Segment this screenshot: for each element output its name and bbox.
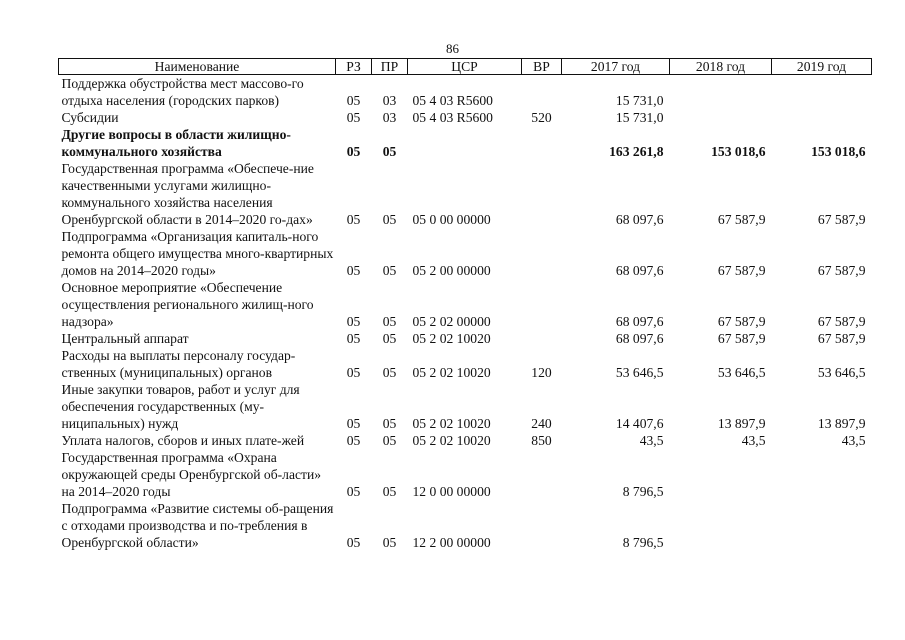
cell-vr: 120	[531, 365, 552, 380]
cell-rz: 05	[346, 212, 361, 227]
cell-name: Государственная программа «Обеспече-ние качественными услугами жилищно-коммунального хозяйства населения Оренбургской области в 2014–2020 го-дах»	[61, 161, 314, 227]
cell-2018	[670, 449, 772, 500]
cell-vr	[522, 330, 562, 347]
cell-pr: 05	[382, 212, 397, 227]
cell-name: Иные закупки товаров, работ и услуг для обеспечения государственных (му-ниципальных) нужд	[61, 382, 300, 431]
cell-csr	[408, 126, 522, 160]
cell-pr: 05	[382, 314, 397, 329]
cell-pr: 05	[382, 144, 397, 159]
cell-rz: 05	[346, 416, 361, 431]
cell-csr: 05 2 02 10020	[412, 433, 491, 448]
cell-name: Уплата налогов, сборов и иных плате-жей	[61, 433, 305, 448]
table-body	[59, 75, 872, 552]
table-row	[59, 75, 872, 110]
cell-rz: 05	[346, 535, 361, 550]
header-csr: ЦСР	[408, 59, 522, 75]
cell-csr: 05 2 00 00000	[412, 263, 491, 278]
cell-rz: 05	[346, 365, 361, 380]
cell-vr: 850	[531, 433, 552, 448]
cell-name: Субсидии	[61, 110, 119, 125]
cell-2019: 67 587,9	[817, 263, 866, 278]
cell-vr	[522, 126, 562, 160]
cell-2017: 14 407,6	[615, 416, 664, 431]
table-row	[59, 347, 872, 381]
cell-pr: 05	[382, 416, 397, 431]
cell-2017: 15 731,0	[615, 93, 664, 108]
cell-name: Центральный аппарат	[61, 331, 189, 346]
cell-2018	[670, 75, 772, 110]
cell-csr: 12 2 00 00000	[412, 535, 491, 550]
cell-csr: 05 4 03 R5600	[412, 93, 493, 108]
cell-2017: 8 796,5	[622, 484, 664, 499]
cell-name: Государственная программа «Охрана окружающей среды Оренбургской об-ласти» на 2014–2020 годы	[61, 450, 322, 499]
cell-vr: 520	[531, 110, 552, 125]
cell-name: Подпрограмма «Организация капиталь-ного ремонта общего имущества много-квартирных домов на 2014–2020 годы»	[61, 229, 334, 278]
table-row	[59, 381, 872, 432]
cell-name: Расходы на выплаты персоналу государ-ственных (муниципальных) органов	[61, 348, 296, 380]
cell-2019	[772, 75, 872, 110]
cell-pr: 05	[382, 365, 397, 380]
cell-2019: 43,5	[841, 433, 866, 448]
cell-2019	[772, 449, 872, 500]
header-2017: 2017 год	[562, 59, 670, 75]
page-number: 86	[446, 41, 459, 56]
cell-vr: 240	[531, 416, 552, 431]
cell-csr: 05 2 02 00000	[412, 314, 491, 329]
cell-csr: 05 2 02 10020	[412, 365, 491, 380]
cell-2019: 13 897,9	[817, 416, 866, 431]
cell-pr: 05	[382, 433, 397, 448]
cell-pr: 05	[382, 535, 397, 550]
table-row	[59, 500, 872, 551]
header-pr: ПР	[372, 59, 408, 75]
cell-vr	[522, 449, 562, 500]
cell-2018	[670, 500, 772, 551]
table-row	[59, 109, 872, 126]
table-row	[59, 449, 872, 500]
cell-pr: 03	[382, 110, 397, 125]
header-2018: 2018 год	[670, 59, 772, 75]
cell-2018: 43,5	[741, 433, 766, 448]
cell-2017: 68 097,6	[615, 263, 664, 278]
cell-pr: 05	[382, 484, 397, 499]
cell-2017: 53 646,5	[615, 365, 664, 380]
cell-2018: 67 587,9	[717, 263, 766, 278]
cell-rz: 05	[346, 263, 361, 278]
cell-2018: 13 897,9	[717, 416, 766, 431]
cell-pr: 05	[382, 263, 397, 278]
cell-2019: 67 587,9	[817, 331, 866, 346]
cell-2019: 53 646,5	[817, 365, 866, 380]
cell-vr	[522, 160, 562, 228]
cell-2019: 67 587,9	[817, 212, 866, 227]
header-2019: 2019 год	[772, 59, 872, 75]
cell-vr	[522, 75, 562, 110]
cell-2019: 67 587,9	[817, 314, 866, 329]
header-vr: ВР	[522, 59, 562, 75]
budget-table	[58, 58, 872, 551]
cell-rz: 05	[346, 331, 361, 346]
cell-2019	[772, 109, 872, 126]
cell-2018: 67 587,9	[717, 314, 766, 329]
cell-name: Подпрограмма «Развитие системы об-ращения с отходами производства и по-требления в Оренбургской области»	[61, 501, 334, 550]
cell-pr: 03	[382, 93, 397, 108]
cell-vr	[522, 228, 562, 279]
cell-2018: 153 018,6	[711, 144, 766, 159]
cell-pr: 05	[382, 331, 397, 346]
cell-2018: 53 646,5	[717, 365, 766, 380]
cell-name: Поддержка обустройства мест массово-го отдыха населения (городских парков)	[61, 76, 304, 108]
cell-rz: 05	[346, 433, 361, 448]
cell-2018: 67 587,9	[717, 331, 766, 346]
cell-2017: 68 097,6	[615, 314, 664, 329]
cell-2018	[670, 109, 772, 126]
cell-rz: 05	[346, 314, 361, 329]
header-name: Наименование	[59, 59, 336, 75]
cell-2019: 153 018,6	[811, 144, 866, 159]
cell-2019	[772, 500, 872, 551]
cell-2017: 163 261,8	[609, 144, 664, 159]
cell-csr: 05 0 00 00000	[412, 212, 491, 227]
cell-name: Основное мероприятие «Обеспечение осуществления регионального жилищ-ного надзора»	[61, 280, 314, 329]
cell-2017: 68 097,6	[615, 212, 664, 227]
table-row	[59, 228, 872, 279]
table-row	[59, 279, 872, 330]
cell-rz: 05	[346, 144, 361, 159]
cell-rz: 05	[346, 93, 361, 108]
cell-2017: 15 731,0	[615, 110, 664, 125]
cell-name: Другие вопросы в области жилищно-коммунального хозяйства	[61, 127, 291, 159]
cell-2017: 43,5	[639, 433, 664, 448]
cell-2017: 8 796,5	[622, 535, 664, 550]
cell-2017: 68 097,6	[615, 331, 664, 346]
table-row	[59, 160, 872, 228]
table-row	[59, 432, 872, 449]
table-row	[59, 126, 872, 160]
cell-vr	[522, 279, 562, 330]
table-row	[59, 330, 872, 347]
table-header-row	[59, 59, 872, 75]
cell-csr: 05 2 02 10020	[412, 331, 491, 346]
cell-rz: 05	[346, 484, 361, 499]
cell-2018: 67 587,9	[717, 212, 766, 227]
cell-csr: 12 0 00 00000	[412, 484, 491, 499]
cell-rz: 05	[346, 110, 361, 125]
cell-csr: 05 2 02 10020	[412, 416, 491, 431]
cell-vr	[522, 500, 562, 551]
cell-csr: 05 4 03 R5600	[412, 110, 493, 125]
header-rz: РЗ	[336, 59, 372, 75]
